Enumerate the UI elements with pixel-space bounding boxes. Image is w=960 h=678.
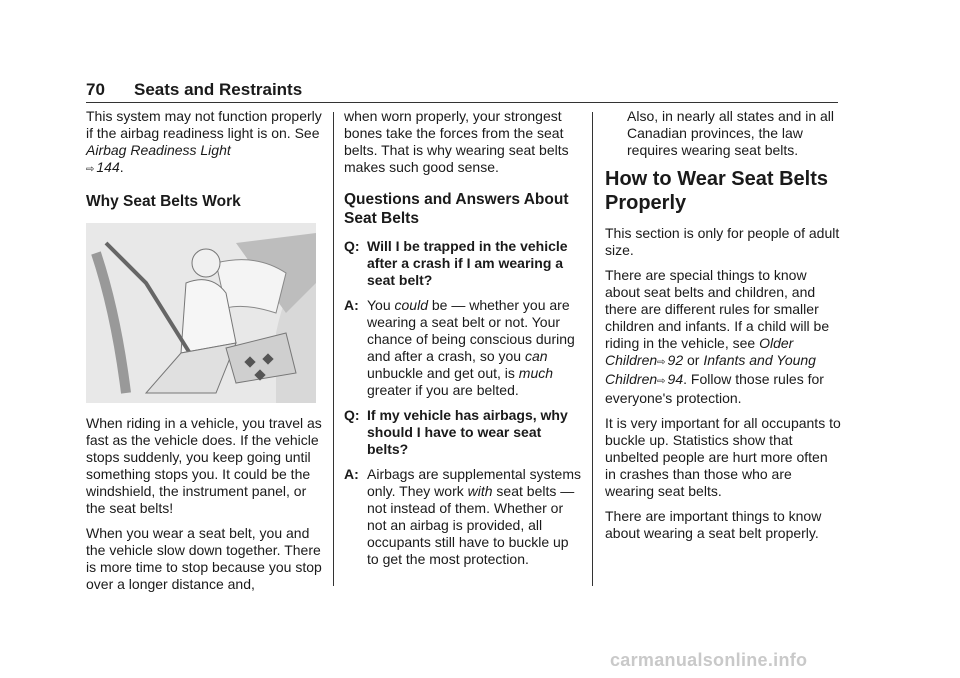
column-3 <box>605 108 841 550</box>
a-label: A: <box>344 466 359 482</box>
paragraph-important-things: There are important things to know about wearing a seat belt properly. <box>605 508 822 541</box>
column-divider-1 <box>333 112 334 586</box>
answer-2 <box>344 466 582 568</box>
answer-1-pre: You <box>367 297 395 313</box>
airbag-seatbelt-illustration <box>86 223 316 403</box>
answer-2-pre: Airbags are supplemental systems only. They work <box>367 466 581 499</box>
page-ref-144[interactable]: 144 <box>96 159 120 175</box>
watermark: carmanualsonline.info <box>610 650 808 670</box>
paragraph-adult-size: This section is only for people of adult size. <box>605 225 840 258</box>
airbag-note <box>86 108 324 178</box>
answer-1-emphasis-can: can <box>524 348 548 364</box>
page-header <box>86 80 302 100</box>
question-1-text: Will I be trapped in the vehicle after a crash if I am wearing a seat belt? <box>367 238 568 288</box>
question-2-text: If my vehicle has airbags, why should I have to wear seat belts? <box>367 407 568 457</box>
answer-1-emphasis-much: much <box>518 365 554 381</box>
paragraph-travel: When riding in a vehicle, you travel as fast as the vehicle does. If the vehicle stops suddenly, you keep going until something stops you. It could be the windshield, the instrument panel, or the seat belts! <box>86 415 322 516</box>
answer-1-text <box>367 297 582 399</box>
page-ref-94[interactable]: 94 <box>667 371 684 387</box>
q-label: Q: <box>344 407 360 423</box>
page-ref-icon: ⇨ <box>86 164 95 175</box>
column-1 <box>86 108 324 601</box>
answer-1-mid: be — whether you are wearing a seat belt or not. Your chance of being conscious during and after a crash, so you <box>367 297 575 364</box>
answer-1-emphasis-could: could <box>394 297 428 313</box>
answer-2-emphasis-with: with <box>467 483 493 499</box>
paragraph-canadian-law: Also, in nearly all states and in all Canadian provinces, the law requires wearing seat belts. <box>627 108 834 158</box>
children-rules-text: There are special things to know about seat belts and children, and there are different rules for smaller children and infants. If a child will be riding in the vehicle, see <box>605 267 830 351</box>
or-text: or <box>683 352 704 368</box>
section-title: Seats and Restraints <box>134 80 303 99</box>
column-divider-2 <box>592 112 593 586</box>
paragraph-buckle-up: It is very important for all occupants to buckle up. Statistics show that unbelted people are hurt more often in crashes than those who are wearing seat belts. <box>605 415 841 499</box>
heading-how-to-wear: How to Wear Seat Belts Properly <box>605 168 829 214</box>
heading-questions-answers: Questions and Answers About Seat Belts <box>344 191 569 227</box>
column-2 <box>344 108 582 576</box>
answer-1-end: greater if you are belted. <box>367 382 519 398</box>
answer-2-end: seat belts — not instead of them. Whether or not an airbag is provided, all occupants still have to buckle up to get the most protection. <box>367 483 575 567</box>
page-ref-icon: ⇨ <box>657 376 666 387</box>
header-rule <box>86 102 838 103</box>
page-ref-icon: ⇨ <box>657 357 666 368</box>
airbag-note-text: This system may not function properly if the airbag readiness light is on. See <box>86 108 322 141</box>
page-number: 70 <box>86 80 105 99</box>
paragraph-slow-down: When you wear a seat belt, you and the vehicle slow down together. There is more time to stop because you stop over a longer distance and, <box>86 525 322 592</box>
airbag-readiness-link[interactable]: Airbag Readiness Light <box>86 142 231 158</box>
paragraph-children-rules <box>605 267 841 407</box>
children-rules-end: . Follow those rules for everyone's protection. <box>605 371 824 406</box>
answer-1-mid-2: unbuckle and get out, is <box>367 365 519 381</box>
infants-young-children-link[interactable]: Infants and Young Children <box>605 352 816 387</box>
period: . <box>119 159 124 175</box>
paragraph-strongest-bones: when worn properly, your strongest bones take the forces from the seat belts. That is why wearing seat belts makes such good sense. <box>344 108 569 175</box>
older-children-link[interactable]: Older Children <box>605 335 794 368</box>
heading-why-seat-belts: Why Seat Belts Work <box>86 193 241 210</box>
answer-1 <box>344 297 582 399</box>
a-label: A: <box>344 297 359 313</box>
question-2 <box>344 407 582 458</box>
page-ref-92[interactable]: 92 <box>667 352 684 368</box>
answer-2-text <box>367 466 582 568</box>
q-label: Q: <box>344 238 360 254</box>
question-1 <box>344 238 582 289</box>
